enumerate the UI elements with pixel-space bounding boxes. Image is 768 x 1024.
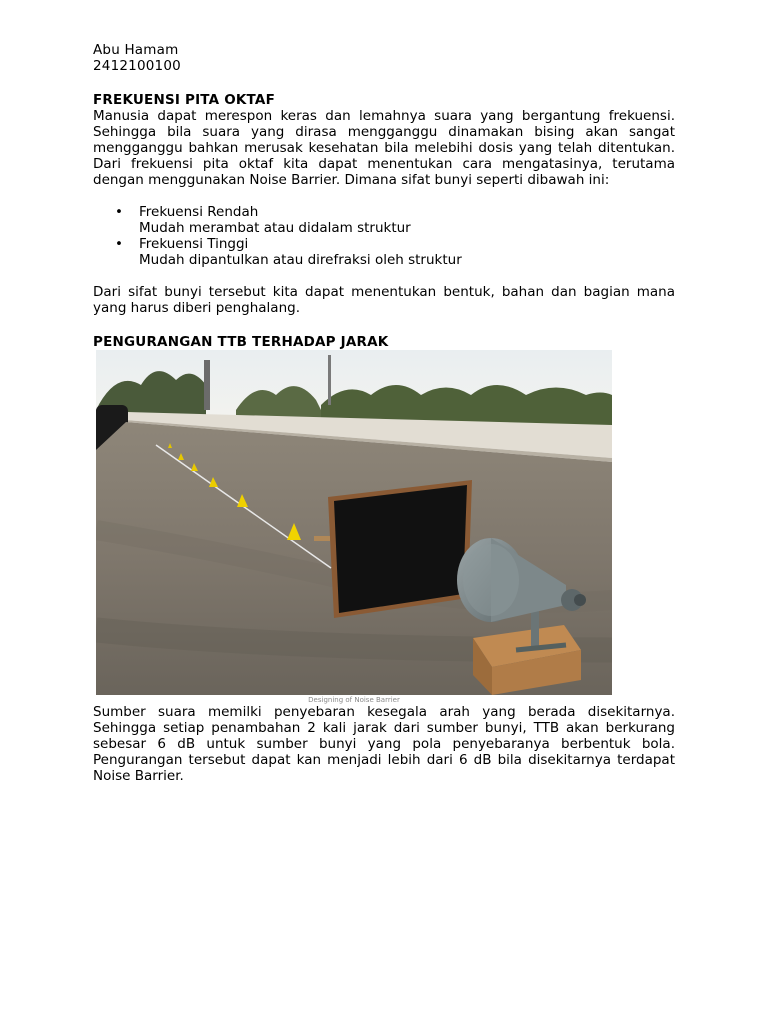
section2-paragraph: Sumber suara memilki penyebaran kesegala arah yang berada disekitarnya. Sehingga setiap penambahan 2 kali jarak dari sumber bunyi, TTB akan berkurang sebesar 6 dB untuk sumber bunyi yang pola penyebaranya berbentuk bola. Pengurangan tersebut dapat kan menjadi lebih dari 6 dB bila disekitarnya terdapat Noise Barrier. — [93, 704, 675, 784]
list-item — [93, 204, 675, 236]
photo-illustration — [96, 350, 612, 695]
document-content — [93, 42, 675, 784]
bullet-icon: • — [115, 204, 123, 220]
list-item — [93, 236, 675, 268]
list-item-title: Frekuensi Tinggi — [139, 236, 249, 252]
list-item-desc: Mudah dipantulkan atau direfraksi oleh struktur — [139, 252, 462, 268]
bullet-icon: • — [115, 236, 123, 252]
student-id: 2412100100 — [93, 58, 181, 74]
section-heading-pengurangan: PENGURANGAN TTB TERHADAP JARAK — [93, 334, 389, 350]
bullet-list — [93, 204, 675, 268]
section1-paragraph: Manusia dapat merespon keras dan lemahnya suara yang bergantung frekuensi. Sehingga bila suara yang dirasa mengganggu dinamakan bising akan sangat mengganggu bahkan merusak kesehatan bila melebihi dosis yang telah ditentukan. Dari frekuensi pita oktaf kita dapat menentukan cara mengatasinya, terutama dengan menggunakan Noise Barrier. Dimana sifat bunyi seperti dibawah ini: — [93, 108, 675, 188]
list-item-desc: Mudah merambat atau didalam struktur — [139, 220, 411, 236]
noise-barrier-photo — [96, 350, 612, 695]
photo-caption: Designing of Noise Barrier — [308, 696, 400, 704]
list-item-title: Frekuensi Rendah — [139, 204, 259, 220]
author-name: Abu Hamam — [93, 42, 179, 58]
section1-closing: Dari sifat bunyi tersebut kita dapat menentukan bentuk, bahan dan bagian mana yang harus diberi penghalang. — [93, 284, 675, 316]
section-heading-frekuensi: FREKUENSI PITA OKTAF — [93, 92, 275, 108]
